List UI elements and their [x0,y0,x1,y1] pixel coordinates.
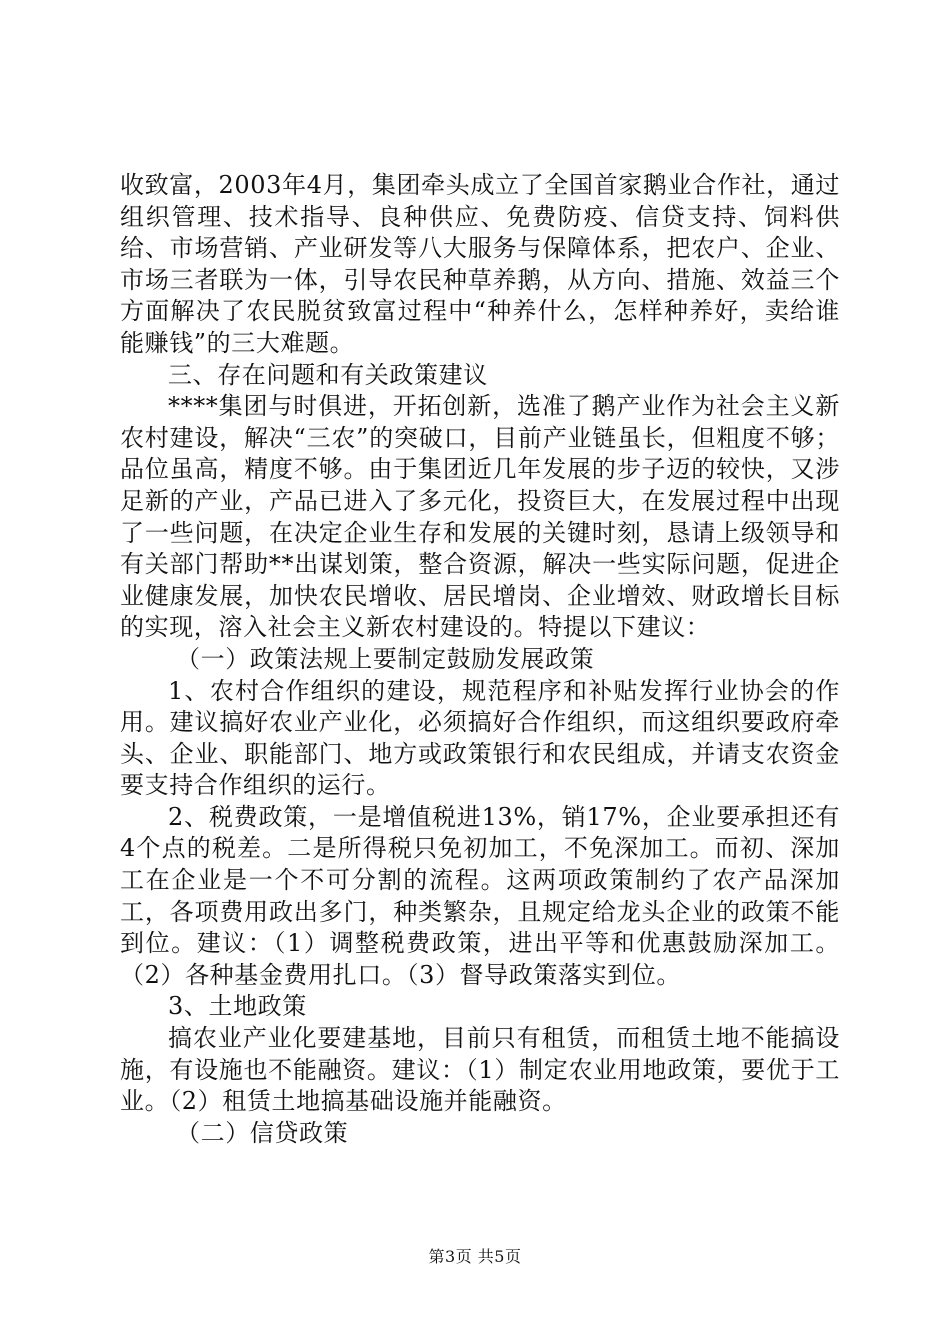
paragraph-tax-policy: 2、税费政策，一是增值税进13%，销17%，企业要承担还有4个点的税差。二是所得税只免初加工，不免深加工。而初、深加工在企业是一个不可分割的流程。这两项政策制约了农产品深加工，各项费用政出多门，种类繁杂，且规定给龙头企业的政策不能到位。建议：（1）调整税费政策，进出平等和优惠鼓励深加工。（2）各种基金费用扎口。（3）督导政策落实到位。 [120,802,840,989]
subheading-credit-policy: （二）信贷政策 [176,1118,349,1147]
document-body [120,170,840,1149]
subheading-policy-regulations: （一）政策法规上要制定鼓励发展政策 [176,644,595,673]
paragraph-cooperative-intro: 收致富，2003年4月，集团牵头成立了全国首家鹅业合作社，通过组织管理、技术指导、良种供应、免费防疫、信贷支持、饲料供给、市场营销、产业研发等八大服务与保障体系，把农户、企业、市场三者联为一体，引导农民种草养鹅，从方向、措施、效益三个方面解决了农民脱贫致富过程中“种养什么，怎样种养好，卖给谁能赚钱”的三大难题。 [120,171,840,357]
paragraph-cooperative-organization: 1、农村合作组织的建设，规范程序和补贴发挥行业协会的作用。建议搞好农业产业化，必须搞好合作组织，而这组织要政府牵头、企业、职能部门、地方或政策银行和农民组成，并请支农资金要支持合作组织的运行。 [120,676,840,800]
paragraph-group-overview: ****集团与时俱进，开拓创新，选准了鹅产业作为社会主义新农村建设，解决“三农”的突破口，目前产业链虽长，但粗度不够；品位虽高，精度不够。由于集团近几年发展的步子迈的较快，又涉足新的产业，产品已进入了多元化，投资巨大，在发展过程中出现了一些问题，在决定企业生存和发展的关键时刻，恳请上级领导和有关部门帮助**出谋划策，整合资源，解决一些实际问题，促进企业健康发展，加快农民增收、居民增岗、企业增效、财政增长目标的实现，溶入社会主义新农村建设的。特提以下建议： [120,392,840,642]
paragraph-land-policy: 搞农业产业化要建基地，目前只有租赁，而租赁土地不能搞设施，有设施也不能融资。建议：（1）制定农业用地政策，要优于工业。（2）租赁土地搞基础设施并能融资。 [120,1024,840,1116]
subheading-land-policy: 3、土地政策 [168,992,307,1021]
page-footer: 第3页 共5页 [428,1247,522,1266]
section-heading-problems-and-suggestions: 三、存在问题和有关政策建议 [168,360,488,389]
